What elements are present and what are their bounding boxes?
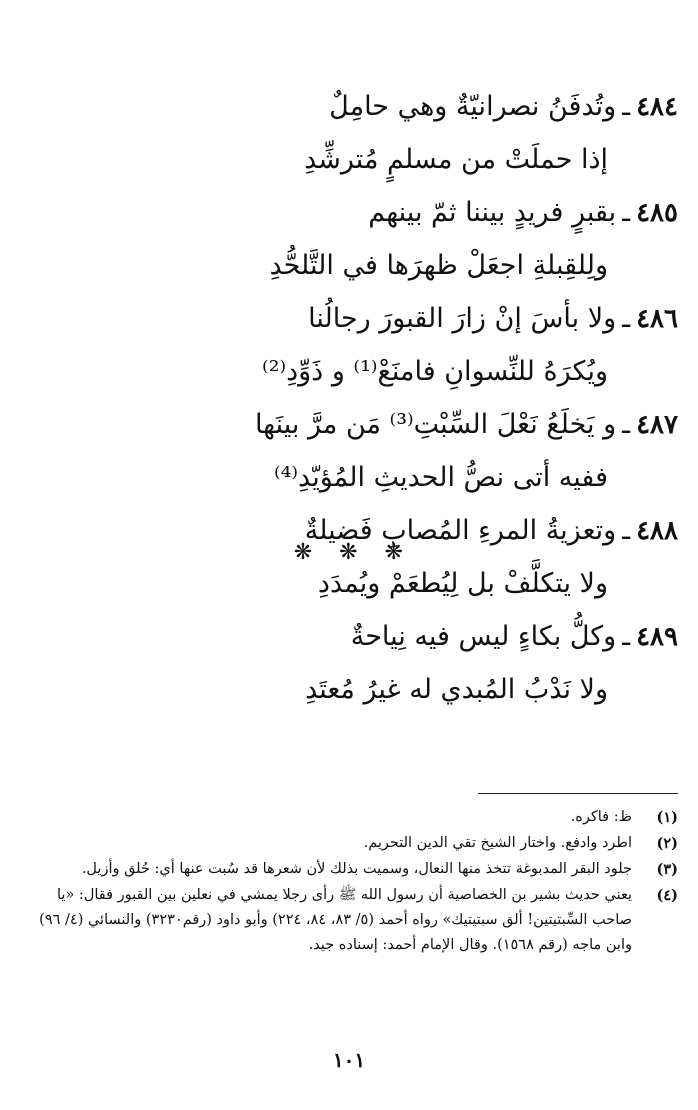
verse-number: ٤٨٩ bbox=[636, 622, 678, 652]
verse-text: وتُدفَنُ نصرانيّةٌ وهي حامِلٌ bbox=[329, 91, 617, 122]
verse-dash: ـ bbox=[622, 409, 631, 440]
footnote-mark: (٤) bbox=[656, 887, 678, 904]
verse-dash: ـ bbox=[622, 303, 631, 334]
footnote-2 bbox=[20, 831, 678, 856]
verse-number: ٤٨٨ bbox=[636, 516, 678, 546]
verse-485-line-2: ولِلقِبلةِ اجعَلْ ظهرَها في التَّلحُّدِ bbox=[269, 250, 608, 281]
section-separator: ❋ ❋ ❋ bbox=[293, 540, 413, 565]
footnote-text: ظ: فاكره. bbox=[570, 809, 632, 825]
verse-484-line-2: إذا حملَتْ من مسلمٍ مُترشِّدِ bbox=[304, 144, 608, 175]
footnote-mark: (١) bbox=[656, 809, 678, 826]
verse-text: وتعزيةُ المرءِ المُصابِ فَضيلةٌ bbox=[304, 515, 617, 546]
verse-text: و يَخلَعُ نَعْلَ السِّبْتِ⁽³⁾ مَن مرَّ بينَها bbox=[254, 409, 617, 440]
page-number: ١٠١ bbox=[332, 1048, 366, 1072]
footnote-1 bbox=[20, 805, 678, 830]
verse-number: ٤٨٥ bbox=[636, 198, 678, 228]
verse-dash: ـ bbox=[622, 515, 631, 546]
verse-text: وكلُّ بكاءٍ ليس فيه نِياحةٌ bbox=[350, 621, 617, 652]
verse-number: ٤٨٦ bbox=[636, 304, 678, 334]
verse-486-line-1 bbox=[58, 292, 678, 345]
footnote-mark: (٢) bbox=[656, 835, 678, 852]
verse-block bbox=[58, 80, 678, 716]
verse-487-line-1 bbox=[58, 398, 678, 451]
verse-dash: ـ bbox=[622, 197, 631, 228]
footnotes bbox=[20, 805, 678, 959]
verse-485-line-1 bbox=[58, 186, 678, 239]
verse-488-line-2: ولا يتكلَّفْ بل لِيُطعَمْ ويُمدَدِ bbox=[317, 568, 608, 599]
footnote-text: اطرد وادفع. واختار الشيخ تقي الدين التحريم. bbox=[363, 835, 632, 851]
footnote-mark: (٣) bbox=[656, 861, 678, 878]
verse-text: بقبرٍ فريدٍ بيننا ثمّ بينهم bbox=[368, 197, 617, 228]
verse-number: ٤٨٤ bbox=[636, 92, 678, 122]
verse-484-line-1 bbox=[58, 80, 678, 133]
footnote-text: جلود البقر المدبوغة تتخذ منها النعال، وسميت بذلك لأن شعرها قد سُبت عنها أي: حُلق وأزيل. bbox=[81, 861, 632, 877]
verse-text: ولا بأسَ إنْ زارَ القبورَ رجالُنا bbox=[308, 303, 617, 334]
footnote-divider bbox=[478, 793, 678, 794]
footnote-4 bbox=[20, 883, 678, 958]
footnote-text: يعني حديث بشير بن الخصاصية أن رسول الله ﷺ رأى رجلا يمشي في نعلين بين القبور فقال: «يا صاحب السِّبتيتين! ألق سبتيتيك» رواه أحمد (٥/ ٨٣، ٨٤، ٢٢٤) وأبو داود (رقم٣٢٣٠) والنسائي (٤/ ٩٦) وابن ماجه (رقم ١٥٦٨). وقال الإمام أحمد: إسناده جيد. bbox=[39, 887, 632, 953]
verse-487-line-2: ففيه أتى نصُّ الحديثِ المُؤيّدِ⁽⁴⁾ bbox=[273, 462, 608, 493]
verse-486-line-2: ويُكرَهُ للنِّسوانِ فامنَعْ⁽¹⁾ و ذَوِّدِ⁽²⁾ bbox=[262, 356, 608, 387]
verse-489-line-1 bbox=[58, 610, 678, 663]
verse-number: ٤٨٧ bbox=[636, 410, 678, 440]
verse-dash: ـ bbox=[622, 621, 631, 652]
verse-dash: ـ bbox=[622, 91, 631, 122]
verse-489-line-2: ولا نَدْبُ المُبدي له غيرُ مُعتَدِ bbox=[305, 674, 608, 705]
footnote-3 bbox=[20, 857, 678, 882]
